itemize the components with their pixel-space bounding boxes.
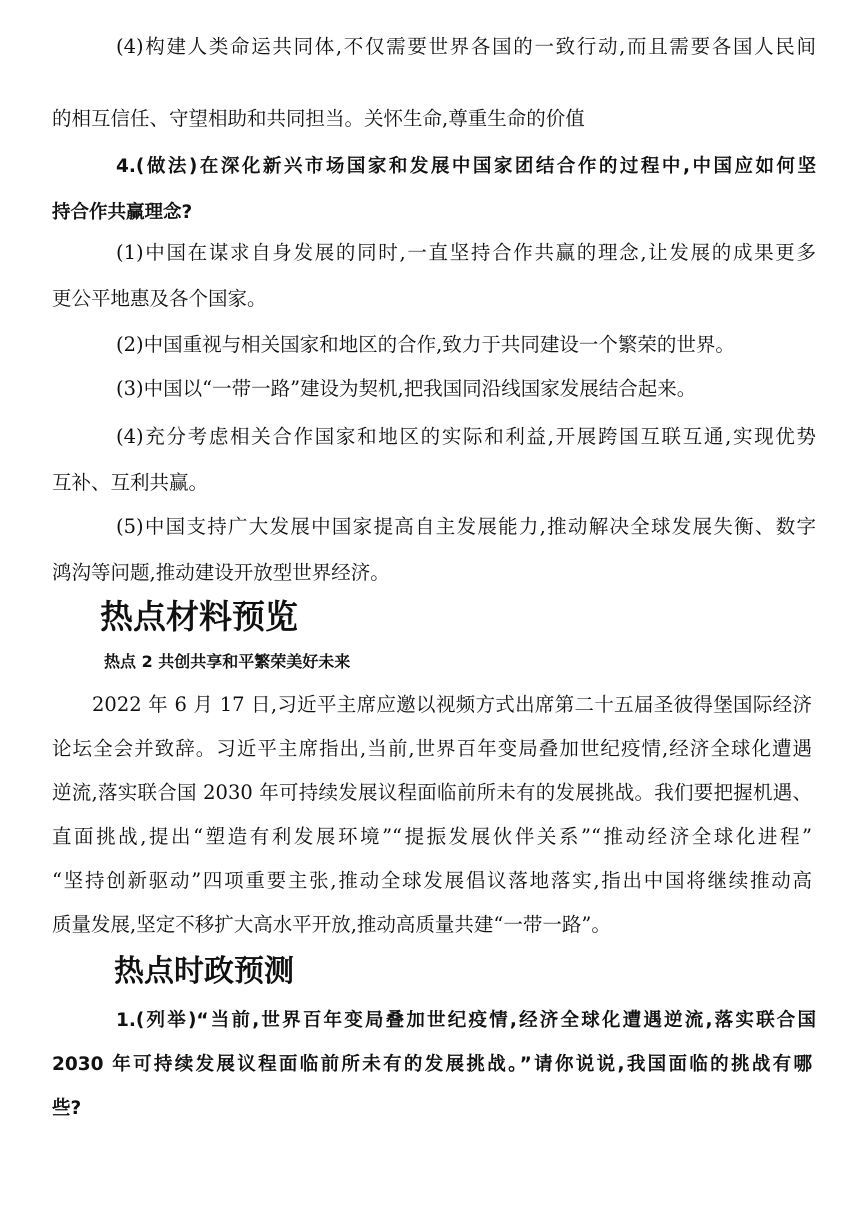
prediction-q1-line2: 2030 年可持续发展议程面临前所未有的发展挑战。”请你说说,我国面临的挑战有哪 [52,1054,812,1075]
hot-material-heading: 热点材料预览 [100,597,298,636]
answer4-line1: (4)充分考虑相关合作国家和地区的实际和利益,开展跨国互联互通,实现优势 [116,425,816,448]
material-line4: 直面挑战,提出“塑造有利发展环境”“提振发展伙伴关系”“推动经济全球化进程” [52,825,812,848]
answer2-line1: (2)中国重视与相关国家和地区的合作,致力于共同建设一个繁荣的世界。 [116,333,735,356]
material-line1: 2022 年 6 月 17 日,习近平主席应邀以视频方式出席第二十五届圣彼得堡国际经济 [92,693,812,716]
answer4-line2: 互补、互利共赢。 [52,471,209,494]
answer3-line1: (3)中国以“一带一路”建设为契机,把我国同沿线国家发展结合起来。 [116,377,697,400]
material-line2: 论坛全会并致辞。习近平主席指出,当前,世界百年变局叠加世纪疫情,经济全球化遭遇 [52,737,812,760]
prediction-q1-line1: 1.(列举)“当前,世界百年变局叠加世纪疫情,经济全球化遭遇逆流,落实联合国 [116,1010,816,1031]
hot-prediction-heading: 热点时政预测 [114,954,294,989]
answer1-line2: 更公平地惠及各个国家。 [52,287,267,310]
material-line5: “坚持创新驱动”四项重要主张,推动全球发展倡议落地落实,指出中国将继续推动高 [52,869,812,892]
answer5-line2: 鸿沟等问题,推动建设开放型世界经济。 [52,561,390,584]
material-line3: 逆流,落实联合国 2030 年可持续发展议程面临前所未有的发展挑战。我们要把握机遇、 [52,781,812,804]
item4-line2: 的相互信任、守望相助和共同担当。关怀生命,尊重生命的价值 [52,107,585,130]
item4-line1: (4)构建人类命运共同体,不仅需要世界各国的一致行动,而且需要各国人民间 [116,35,816,58]
question4-line2: 持合作共赢理念? [52,202,193,223]
material-line6: 质量发展,坚定不移扩大高水平开放,推动高质量共建“一带一路”。 [52,913,611,936]
prediction-q1-line3: 些? [52,1098,82,1119]
answer5-line1: (5)中国支持广大发展中国家提高自主发展能力,推动解决全球发展失衡、数字 [116,515,816,538]
question4-line1: 4.(做法)在深化新兴市场国家和发展中国家团结合作的过程中,中国应如何坚 [116,156,816,177]
answer1-line1: (1)中国在谋求自身发展的同时,一直坚持合作共赢的理念,让发展的成果更多 [116,241,816,264]
hot-material-subheading: 热点 2 共创共享和平繁荣美好未来 [104,652,351,671]
